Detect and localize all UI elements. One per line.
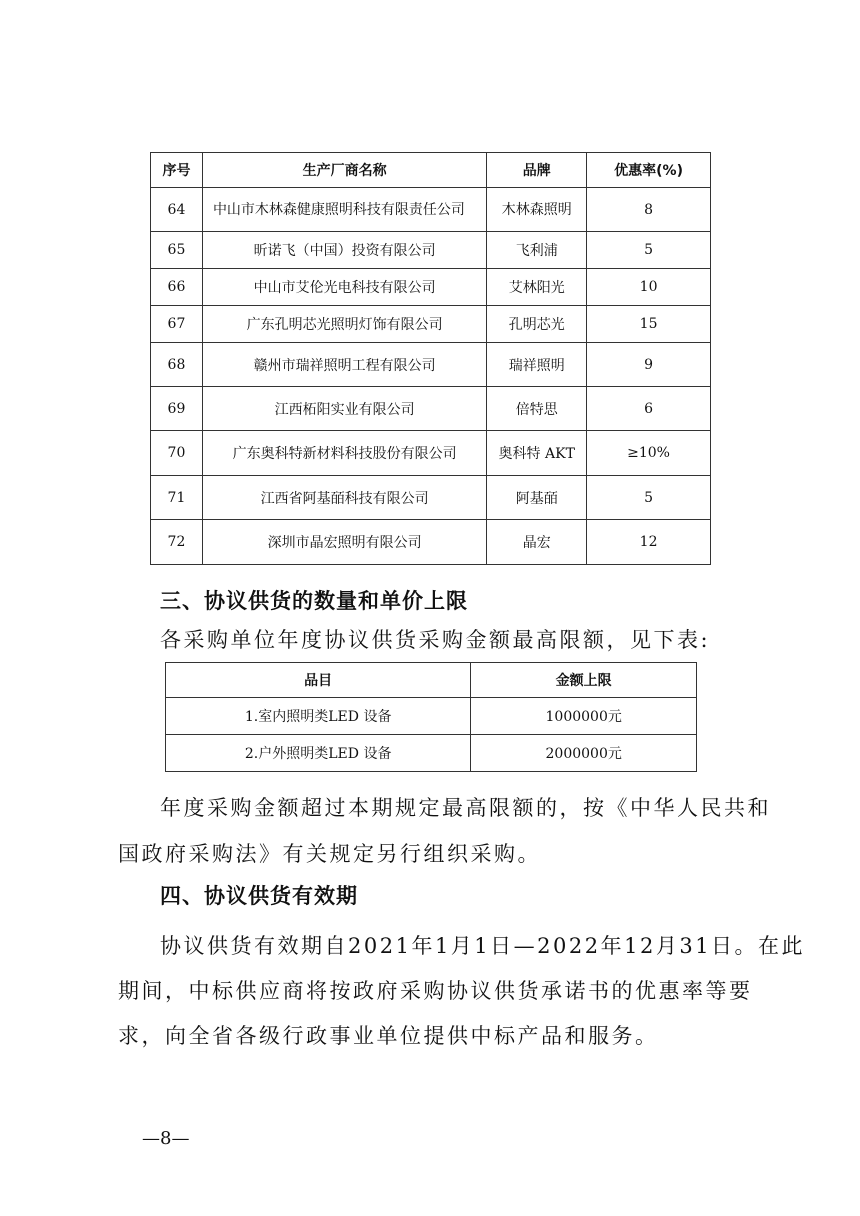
cell-no: 68 <box>151 343 203 387</box>
section-3-heading: 三、协议供货的数量和单价上限 <box>160 589 468 613</box>
cell-manufacturer: 江西柘阳实业有限公司 <box>202 387 486 431</box>
cell-brand: 奥科特 AKT <box>487 431 587 476</box>
cell-rate: 8 <box>587 188 711 232</box>
page-number: —8— <box>142 1128 190 1149</box>
cell-brand: 阿基皕 <box>487 476 587 520</box>
table-row <box>151 431 711 476</box>
cell-no: 72 <box>151 520 203 565</box>
cell-manufacturer: 中山市艾伦光电科技有限公司 <box>202 269 486 306</box>
cell-no: 67 <box>151 306 203 343</box>
validity-paragraph-line-1: 协议供货有效期自2021年1月1日—2022年12月31日。在此 <box>160 934 806 958</box>
cell-rate: 9 <box>587 343 711 387</box>
cell-rate: 15 <box>587 306 711 343</box>
cell-manufacturer: 中山市木林森健康照明科技有限责任公司 <box>202 188 486 232</box>
cell-no: 65 <box>151 232 203 269</box>
purchase-limit-table <box>165 662 697 772</box>
cell-no: 64 <box>151 188 203 232</box>
table-row <box>166 698 697 735</box>
cell-rate: 10 <box>587 269 711 306</box>
validity-paragraph-line-3: 求，向全省各级行政事业单位提供中标产品和服务。 <box>118 1024 659 1048</box>
section-4-heading: 四、协议供货有效期 <box>160 884 358 908</box>
cell-no: 66 <box>151 269 203 306</box>
table-row <box>151 306 711 343</box>
table-row <box>151 269 711 306</box>
cell-item: 1.室内照明类LED 设备 <box>166 698 471 735</box>
table-row <box>151 232 711 269</box>
cell-brand: 木林森照明 <box>487 188 587 232</box>
excess-paragraph-line-2: 国政府采购法》有关规定另行组织采购。 <box>118 842 541 866</box>
cell-manufacturer: 广东奥科特新材料科技股份有限公司 <box>202 431 486 476</box>
table-row <box>151 476 711 520</box>
cell-rate: 6 <box>587 387 711 431</box>
header-manufacturer: 生产厂商名称 <box>202 153 486 188</box>
cell-brand: 飞利浦 <box>487 232 587 269</box>
cell-no: 69 <box>151 387 203 431</box>
cell-brand: 孔明芯光 <box>487 306 587 343</box>
table-header-row <box>166 663 697 698</box>
cell-limit: 2000000元 <box>471 735 697 772</box>
cell-item: 2.户外照明类LED 设备 <box>166 735 471 772</box>
header-no: 序号 <box>151 153 203 188</box>
cell-no: 71 <box>151 476 203 520</box>
header-item: 品目 <box>166 663 471 698</box>
cell-limit: 1000000元 <box>471 698 697 735</box>
cell-no: 70 <box>151 431 203 476</box>
header-amount-limit: 金额上限 <box>471 663 697 698</box>
table-row <box>151 343 711 387</box>
table-header-row <box>151 153 711 188</box>
cell-brand: 艾林阳光 <box>487 269 587 306</box>
table-row <box>151 520 711 565</box>
cell-manufacturer: 广东孔明芯光照明灯饰有限公司 <box>202 306 486 343</box>
cell-brand: 瑞祥照明 <box>487 343 587 387</box>
cell-manufacturer: 赣州市瑞祥照明工程有限公司 <box>202 343 486 387</box>
table-row <box>151 188 711 232</box>
cell-manufacturer: 深圳市晶宏照明有限公司 <box>202 520 486 565</box>
table-row <box>151 387 711 431</box>
validity-paragraph-line-2: 期间，中标供应商将按政府采购协议供货承诺书的优惠率等要 <box>118 979 753 1003</box>
header-discount-rate: 优惠率(%) <box>587 153 711 188</box>
section-3-intro: 各采购单位年度协议供货采购金额最高限额，见下表: <box>160 628 711 652</box>
supplier-discount-table <box>150 152 711 565</box>
cell-brand: 倍特思 <box>487 387 587 431</box>
cell-manufacturer: 江西省阿基皕科技有限公司 <box>202 476 486 520</box>
cell-rate: 5 <box>587 232 711 269</box>
cell-manufacturer: 昕诺飞（中国）投资有限公司 <box>202 232 486 269</box>
table-row <box>166 735 697 772</box>
header-brand: 品牌 <box>487 153 587 188</box>
excess-paragraph-line-1: 年度采购金额超过本期规定最高限额的，按《中华人民共和 <box>160 796 771 820</box>
cell-rate: 12 <box>587 520 711 565</box>
cell-rate: 5 <box>587 476 711 520</box>
cell-rate: ≥10% <box>587 431 711 476</box>
cell-brand: 晶宏 <box>487 520 587 565</box>
